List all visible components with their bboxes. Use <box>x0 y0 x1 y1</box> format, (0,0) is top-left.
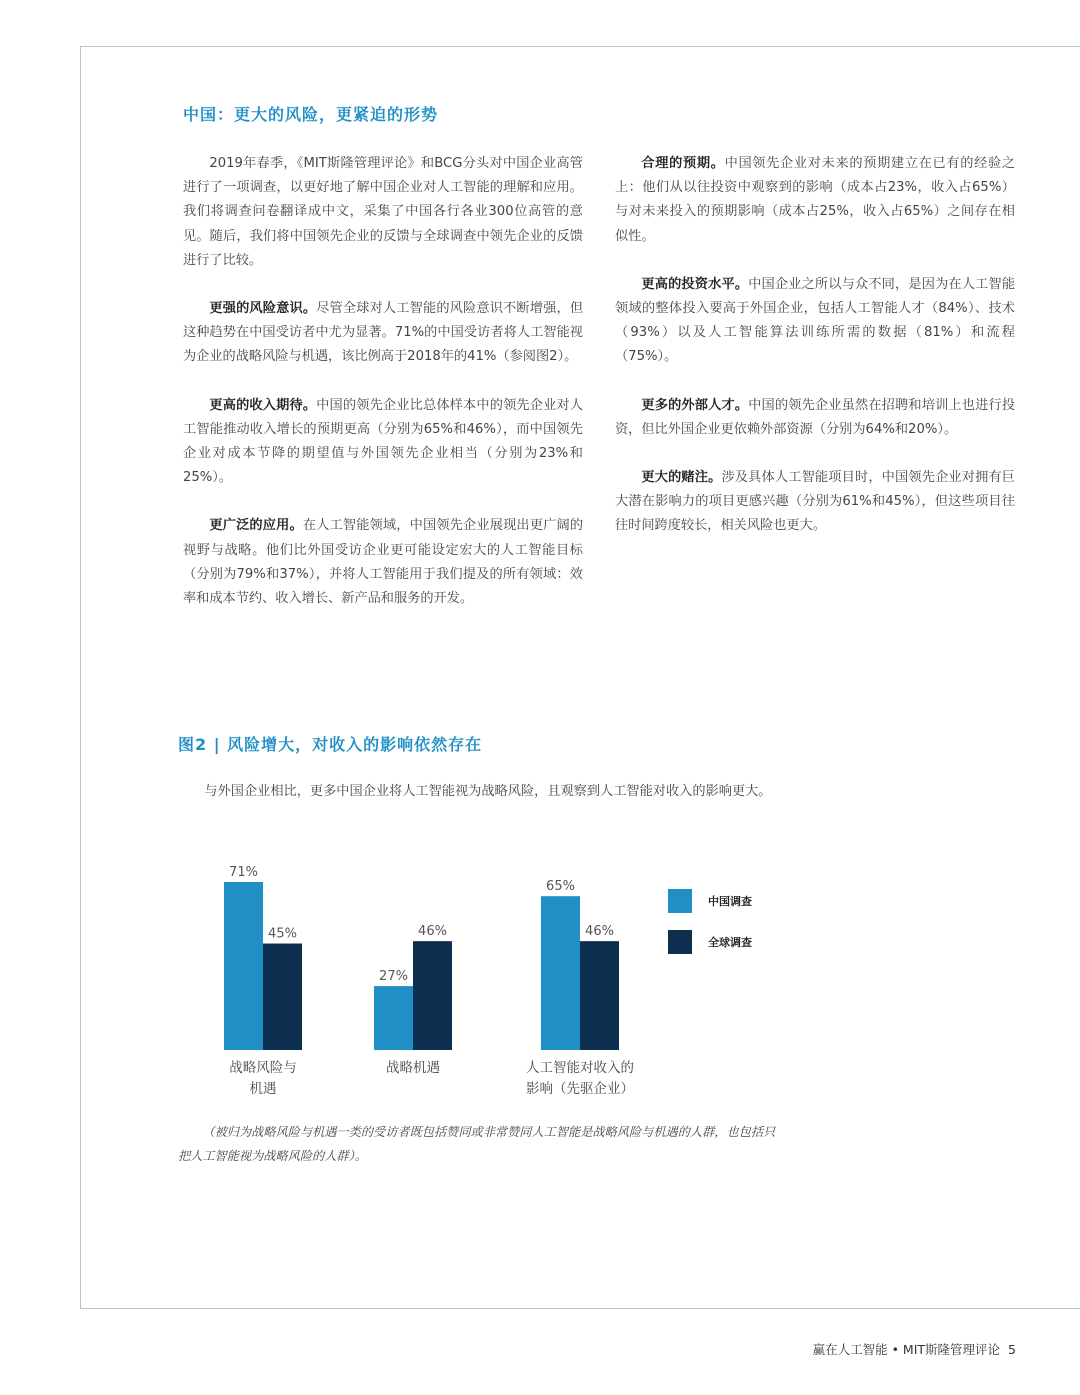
paragraph-body: 涉及具体人工智能项目时，中国领先企业对拥有巨大潜在影响力的项目更感兴趣（分别为61%和45%），但这些项目往往时间跨度较长，相关风险也更大。 <box>615 470 1015 534</box>
paragraph-heading: 更大的赌注。 <box>641 470 722 486</box>
paragraph-heading: 更多的外部人才。 <box>641 397 749 413</box>
left-column <box>183 152 583 635</box>
bar-value-label: 45% <box>268 926 297 942</box>
bar-china-1 <box>374 986 413 1050</box>
bar-china-2 <box>541 896 580 1050</box>
figure-title: 图2 | 风险增大，对收入的影响依然存在 <box>178 735 483 754</box>
figure-note: （被归为战略风险与机遇一类的受访者既包括赞同或非常赞同人工智能是战略风险与机遇的人群，也包括只把人工智能视为战略风险的人群）。 <box>178 1125 776 1163</box>
paragraph-broader-application <box>183 514 583 611</box>
paragraph-body: 中国的领先企业比总体样本中的领先企业对人工智能推动收入增长的预期更高（分别为65%和46%），而中国领先企业对成本节降的期望值与外国领先企业相当（分别为23%和25%）。 <box>183 397 584 486</box>
bar-global-1 <box>413 941 452 1050</box>
paragraph-heading: 更广泛的应用。 <box>209 518 303 534</box>
bar-value-label: 71% <box>229 865 258 880</box>
right-column <box>615 152 1015 563</box>
paragraph-risk-awareness <box>183 297 583 370</box>
category-label: 机遇 <box>249 1081 277 1097</box>
paragraph-heading: 合理的预期。 <box>641 156 725 171</box>
paragraph-revenue-expectation <box>183 394 583 491</box>
category-label: 战略机遇 <box>386 1060 440 1076</box>
paragraph-heading: 更高的投资水平。 <box>641 276 749 292</box>
frame-left-rule <box>80 46 81 1308</box>
frame-top-rule <box>80 46 1080 47</box>
paragraph-external-talent <box>615 394 1015 442</box>
bar-global-2 <box>580 941 619 1050</box>
category-label: 影响（先驱企业） <box>526 1081 634 1097</box>
frame-bottom-rule <box>80 1308 1080 1309</box>
legend-label: 全球调查 <box>708 936 752 949</box>
legend-swatch <box>668 930 692 954</box>
page-footer <box>813 1340 1016 1358</box>
page-number: 5 <box>1008 1342 1016 1357</box>
bar-value-label: 46% <box>418 924 447 940</box>
bar-value-label: 46% <box>585 924 614 940</box>
legend-swatch <box>668 889 692 913</box>
paragraph-heading: 更强的风险意识。 <box>209 301 317 317</box>
bar-value-label: 27% <box>379 969 408 985</box>
legend-label: 中国调查 <box>708 895 752 908</box>
paragraph-body: 中国企业之所以与众不同，是因为在人工智能领域的整体投入要高于外国企业，包括人工智能人才（84%）、技术（93%）以及人工智能算法训练所需的数据（81%）和流程（75%）。 <box>615 276 1016 365</box>
publication-name: 赢在人工智能 • MIT斯隆管理评论 <box>812 1342 1001 1357</box>
section-title: 中国：更大的风险，更紧迫的形势 <box>183 105 439 124</box>
paragraph-body: 中国的领先企业虽然在招聘和培训上也进行投资，但比外国企业更依赖外部资源（分别为64%和20%）。 <box>615 397 1016 437</box>
bar-value-label: 65% <box>546 879 575 895</box>
bar-china-0 <box>224 882 263 1050</box>
paragraph-body: 尽管全球对人工智能的风险意识不断增强，但这种趋势在中国受访者中尤为显著。71%的中国受访者将人工智能视为企业的战略风险与机遇，该比例高于2018年的41%（参阅图2）。 <box>183 301 584 365</box>
figure-subtitle: 与外国企业相比，更多中国企业将人工智能视为战略风险，且观察到人工智能对收入的影响更大。 <box>204 784 772 799</box>
bar-global-0 <box>263 944 302 1050</box>
paragraph-reasonable-expectation <box>615 152 1015 249</box>
paragraph-bigger-bets <box>615 466 1015 539</box>
paragraph-heading: 更高的收入期待。 <box>209 397 317 413</box>
category-label: 战略风险与 <box>229 1060 297 1076</box>
paragraph-body: 在人工智能领域，中国领先企业展现出更广阔的视野与战略。他们比外国受访企业更可能设定宏大的人工智能目标（分别为79%和37%），并将人工智能用于我们提及的所有领域：效率和成本节约、收入增长、新产品和服务的开发。 <box>183 518 584 607</box>
paragraph-investment-level <box>615 273 1015 370</box>
category-label: 人工智能对收入的 <box>526 1060 634 1076</box>
intro-paragraph: 2019年春季，《MIT斯隆管理评论》和BCG分头对中国企业高管进行了一项调查，以更好地了解中国企业对人工智能的理解和应用。我们将调查问卷翻译成中文，采集了中国各行各业300位高管的意见。随后，我们将中国领先企业的反馈与全球调查中领先企业的反馈进行了比较。 <box>183 156 583 268</box>
paragraph-body: 中国领先企业对未来的预期建立在已有的经验之上：他们从以往投资中观察到的影响（成本占23%，收入占65%）与对未来投入的预期影响（成本占25%，收入占65%）之间存在相似性。 <box>615 156 1016 244</box>
